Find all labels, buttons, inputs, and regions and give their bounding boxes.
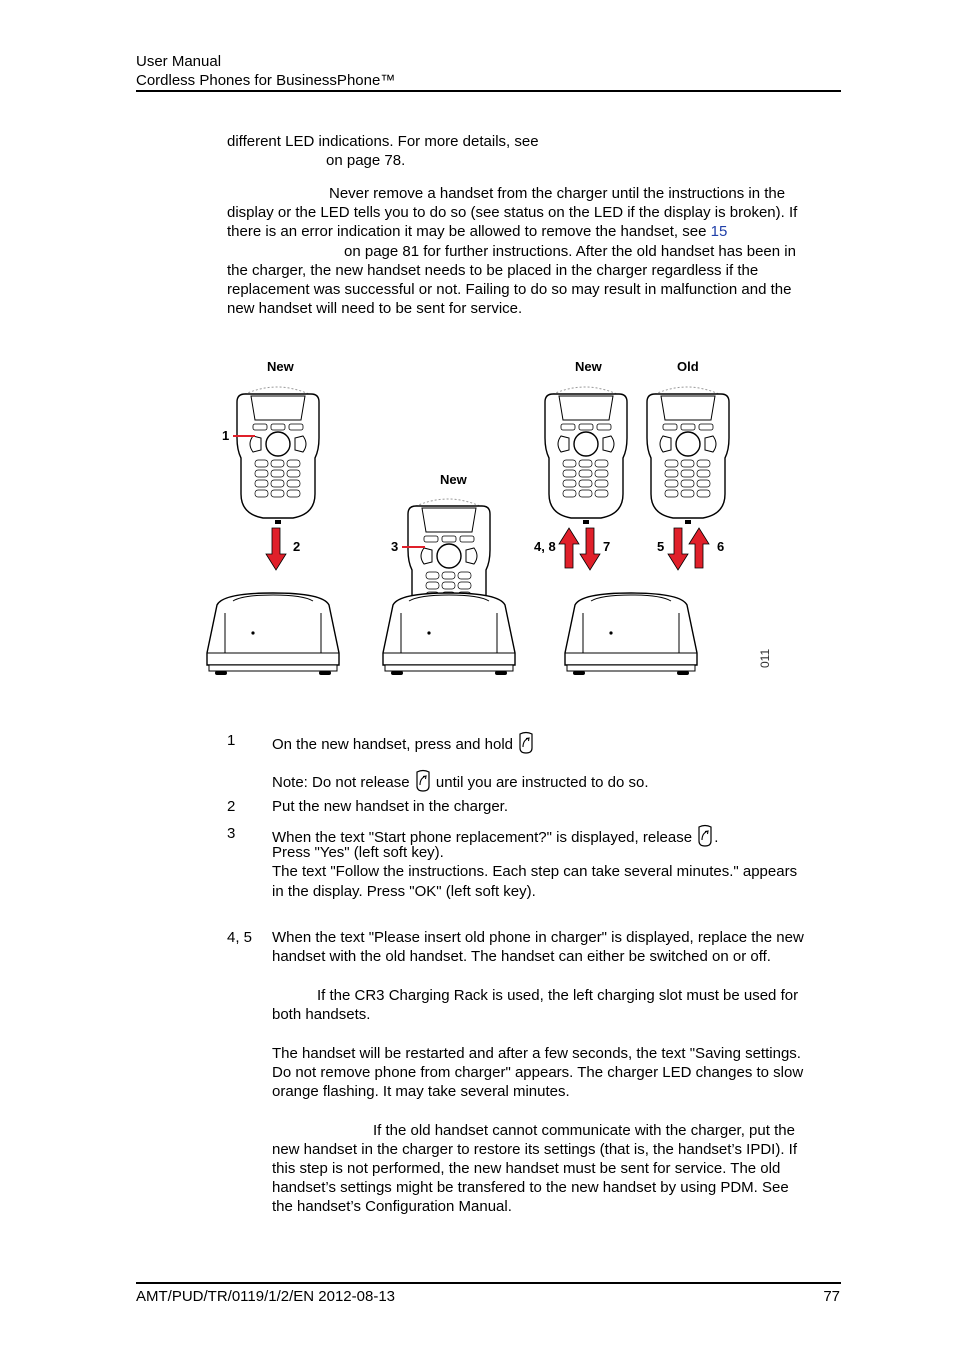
page-number: 77 [823,1288,840,1305]
old-handset-note-line-3: this step is not performed, the new handset must be sent for service. The old [272,1160,781,1177]
label-new-3: New [575,359,602,374]
charger-right [565,593,697,675]
arrow-down-5 [668,528,688,570]
step-2-text: Put the new handset in the charger. [272,798,508,815]
handset-replacement-figure [195,350,795,690]
call-key-icon [517,731,535,755]
label-new-1: New [267,359,294,374]
step-4-5-number: 4, 5 [227,929,253,946]
callout-6: 6 [717,539,725,554]
new-handset-top-right [545,387,627,524]
restart-line-1: The handset will be restarted and after a few seconds, the text "Saving settings. [272,1045,801,1062]
step-3-line-1: When the text "Start phone replacement?" is displayed, release . [272,824,839,848]
old-handset-note-line-1: If the old handset cannot communicate with the charger, put the [373,1122,795,1139]
arrow-down-7 [580,528,600,570]
footer-doc-id: AMT/PUD/TR/0119/1/2/EN 2012-08-13 [136,1288,396,1305]
warning-line-7: new handset will need to be sent for service. [227,300,523,317]
old-handset-note-line-2: new handset in the charger to restore its settings (that is, the handset’s IPDI). If [272,1141,797,1158]
step-4-5-line-2: handset with the old handset. The handset can either be switched on or off. [272,948,771,965]
step-1-note: Note: Do not release until you are instructed to do so. [272,769,839,793]
step-1-text: On the new handset, press and hold [272,731,839,755]
charger-middle [383,593,515,675]
section-link[interactable]: 15 [710,223,728,240]
callout-3: 3 [391,539,399,554]
step-1-number: 1 [227,732,236,749]
arrow-up-4-8 [559,528,579,568]
warning-line-6: replacement was successful or not. Failing to do so may result in malfunction and the [227,281,792,298]
callout-2: 2 [293,539,301,554]
cr3-note-line-1: If the CR3 Charging Rack is used, the left charging slot must be used for [317,987,799,1004]
warning-line-3: there is an error indication it may be allowed to remove the handset, see 15 [227,223,728,240]
footer-rule [136,1282,841,1284]
restart-line-3: orange flashing. It may take several minutes. [272,1083,570,1100]
intro-line-1: different LED indications. For more details, see [227,133,539,150]
step-3-line-4: in the display. Press "OK" (left soft key). [272,883,536,900]
warning-line-4: on page 81 for further instructions. After the old handset has been in [344,243,796,260]
warning-line-5: the charger, the new handset needs to be placed in the charger regardless if the [227,262,759,279]
label-new-2: New [440,472,467,487]
warning-line-1: Never remove a handset from the charger until the instructions in the [329,185,786,202]
header-line-2: Cordless Phones for BusinessPhone™ [136,72,396,89]
intro-line-2: on page 78. [326,152,406,169]
arrow-down-2 [266,528,286,570]
charger-left [207,593,339,675]
new-handset-top-left [237,387,319,524]
cr3-note-line-2: both handsets. [272,1006,371,1023]
step-3-line-3: The text "Follow the instructions. Each step can take several minutes." appears [272,863,798,880]
restart-line-2: Do not remove phone from charger" appears. The charger LED changes to slow [272,1064,804,1081]
figure-code: 011 [758,648,772,668]
old-handset-note-line-4: handset’s settings might be transfered to the new handset by using PDM. See [272,1179,789,1196]
header-rule [136,90,841,92]
label-old: Old [677,359,699,374]
step-3-line-2: Press "Yes" (left soft key). [272,844,444,861]
old-handset-note-line-5: the handset’s Configuration Manual. [272,1198,512,1215]
step-4-5-line-1: When the text "Please insert old phone in charger" is displayed, replace the new [272,929,804,946]
callout-5: 5 [657,539,665,554]
callout-4-8: 4, 8 [534,539,556,554]
warning-line-2: display or the LED tells you to do so (see status on the LED if the display is broken). If [227,204,798,221]
step-3-number: 3 [227,825,236,842]
step-2-number: 2 [227,798,236,815]
callout-1: 1 [222,428,230,443]
header-line-1: User Manual [136,53,222,70]
old-handset [647,387,729,524]
call-key-icon [414,769,432,793]
arrow-up-6 [689,528,709,568]
callout-7: 7 [603,539,611,554]
